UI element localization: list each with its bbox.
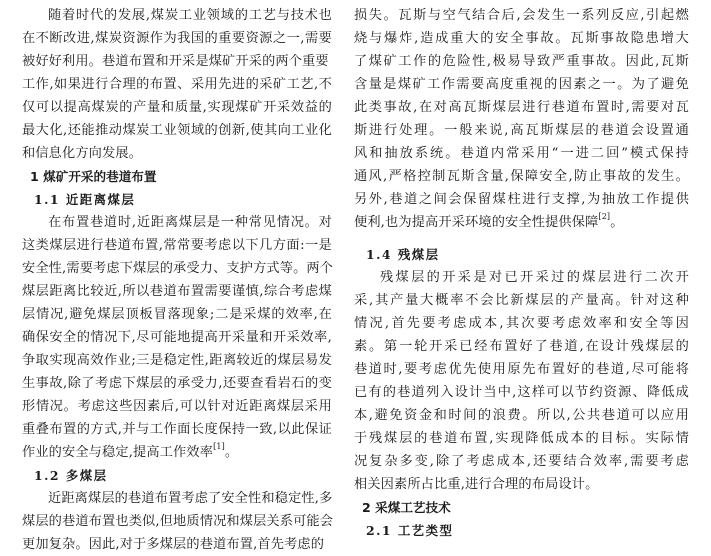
line-text: 另外,巷道之间会保留煤柱进行支撑,为抽放工作提供 [354, 192, 689, 207]
text-line [354, 73, 689, 96]
line-text: 况复杂多变,除了考虑成本,还要结合效率,需要考虑 [354, 454, 689, 469]
paragraph-gap [354, 234, 689, 243]
line-text: 相关因素所占比重,进行合理的布局设计。 [354, 477, 599, 492]
line-text: 在不断改进,煤炭资源作为我国的重要资源之一,需要 [22, 31, 332, 46]
text-line [22, 119, 332, 142]
line-text: 采,其产量大概率不会比新煤层的产量高。针对这种 [354, 293, 689, 308]
text-line [22, 510, 332, 533]
text-line [22, 418, 332, 441]
text-line [354, 335, 689, 358]
subsection-heading [354, 243, 689, 266]
text-line [354, 96, 689, 119]
line-tail: 。 [610, 215, 624, 230]
text-line [354, 4, 689, 27]
text-line [22, 395, 332, 418]
citation-marker: [2] [598, 212, 611, 221]
text-line [22, 303, 332, 326]
section-heading [354, 496, 689, 519]
text-line [22, 372, 332, 395]
line-text: 1.2 多煤层 [34, 468, 108, 483]
right-column [354, 4, 689, 542]
line-text: 近距离煤层的巷道布置考虑了安全性和稳定性,多 [48, 491, 333, 506]
text-line [22, 257, 332, 280]
citation-marker: [1] [213, 442, 225, 451]
line-text: 被好好利用。巷道布置和开采是煤矿开采的两个重要 [22, 54, 329, 69]
text-line [22, 441, 332, 464]
text-line [22, 73, 332, 96]
line-text: 残煤层的开采是对已开采过的煤层进行二次开 [380, 270, 689, 285]
line-text: 煤层的巷道布置也类似,但地质情况和煤层关系可能会 [22, 514, 334, 529]
line-text: 安全性,需要考虑下煤层的承受力、支护方式等。两个 [22, 261, 334, 276]
left-column [22, 4, 332, 556]
line-text: 烧与爆炸,造成重大的安全事故。瓦斯事故隐患增大 [354, 31, 689, 46]
text-line [354, 266, 689, 289]
line-text: 形情况。考虑这些因素后,可以针对近距离煤层采用 [22, 399, 332, 414]
subsection-heading [22, 464, 332, 487]
line-text: 风和抽放系统。巷道内常采用“一进二回”模式保持 [354, 146, 689, 161]
text-line [22, 280, 332, 303]
line-text: 确保安全的情况下,尽可能地提高开采量和开采效率, [22, 330, 332, 345]
text-line [22, 27, 332, 50]
line-text: 煤层距离比较近,所以巷道布置需要谨慎,综合考虑煤 [22, 284, 332, 299]
text-line [22, 533, 332, 556]
line-text: 此类事故,在对高瓦斯煤层进行巷道布置时,需要对瓦 [354, 100, 689, 115]
text-line [354, 450, 689, 473]
text-line [354, 50, 689, 73]
line-text: 随着时代的发展,煤炭工业领域的工艺与技术也 [48, 8, 332, 23]
text-line [354, 27, 689, 50]
text-line [354, 188, 689, 211]
text-line [22, 96, 332, 119]
text-line [354, 289, 689, 312]
text-line [354, 165, 689, 188]
line-text: 于残煤层的巷道布置,实现降低成本的目标。实际情 [354, 431, 689, 446]
text-line [354, 381, 689, 404]
line-text: 在布置巷道时,近距离煤层是一种常见情况。对 [48, 215, 332, 230]
line-text: 层情况,避免煤层顶板冒落现象;二是采煤的效率,在 [22, 307, 332, 322]
line-text: 最大化,还能推动煤炭工业领域的创新,使其向工业化 [22, 123, 332, 138]
line-text: 生事故,除了考虑下煤层的承受力,还要查看岩石的变 [22, 376, 332, 391]
text-line [22, 349, 332, 372]
text-line [354, 211, 689, 234]
line-text: 这类煤层进行巷道布置,常常要考虑以下几方面:一是 [22, 238, 332, 253]
line-text: 重叠布置的方式,并与工作面长度保持一致,以此保证 [22, 422, 332, 437]
line-text: 更加复杂。因此,对于多煤层的巷道布置,首先考虑的 [22, 537, 325, 552]
text-line [354, 404, 689, 427]
text-line [22, 487, 332, 510]
line-text: 损失。瓦斯与空气结合后,会发生一系列反应,引起燃 [354, 8, 689, 23]
line-text: 1.4 残煤层 [366, 247, 440, 262]
line-text: 含量是煤矿工作需要高度重视的因素之一。为了避免 [354, 77, 689, 92]
line-text: 便利,也为提高开采环境的安全性提供保障 [354, 215, 599, 230]
text-line [354, 358, 689, 381]
section-heading [22, 165, 332, 188]
text-line [22, 326, 332, 349]
line-text: 1 煤矿开采的巷道布置 [30, 169, 157, 184]
text-line [354, 427, 689, 450]
line-text: 2 采煤工艺技术 [362, 500, 451, 515]
line-text: 通风,严格控制瓦斯含量,保障安全,防止事故的发生。 [354, 169, 689, 184]
line-text: 斯进行处理。一般来说,高瓦斯煤层的巷道会设置通 [354, 123, 689, 138]
text-line [22, 211, 332, 234]
line-text: 了煤矿工作的危险性,极易导致严重事故。因此,瓦斯 [354, 54, 689, 69]
line-text: 素。第一轮开采已经布置好了巷道,在设计残煤层的 [354, 339, 689, 354]
line-text: 工作,如果进行合理的布置、采用先进的采矿工艺,不 [22, 77, 332, 92]
line-text: 本,避免资金和时间的浪费。所以,公共巷道可以应用 [354, 408, 689, 423]
text-line [354, 119, 689, 142]
text-line [22, 50, 332, 73]
subsection-heading [354, 519, 689, 542]
subsection-heading [22, 188, 332, 211]
line-text: 情况,首先要考虑成本,其次要考虑效率和安全等因 [354, 316, 689, 331]
line-text: 2.1 工艺类型 [366, 523, 454, 538]
line-text: 巷道时,要考虑优先使用原先布置好的巷道,尽可能将 [354, 362, 689, 377]
line-text: 1.1 近距离煤层 [34, 192, 136, 207]
text-line [22, 234, 332, 257]
line-text: 作业的安全与稳定,提高工作效率 [22, 445, 214, 460]
line-tail: 。 [224, 445, 239, 460]
text-line [354, 142, 689, 165]
line-text: 已有的巷道列入设计当中,这样可以节约资源、降低成 [354, 385, 689, 400]
line-text: 争取实现高效作业;三是稳定性,距离较近的煤层易发 [22, 353, 332, 368]
line-text: 和信息化方向发展。 [22, 146, 143, 161]
text-line [354, 312, 689, 335]
text-line [22, 4, 332, 27]
text-line [354, 473, 689, 496]
text-line [22, 142, 332, 165]
line-text: 仅可以提高煤炭的产量和质量,实现煤矿开采效益的 [22, 100, 332, 115]
